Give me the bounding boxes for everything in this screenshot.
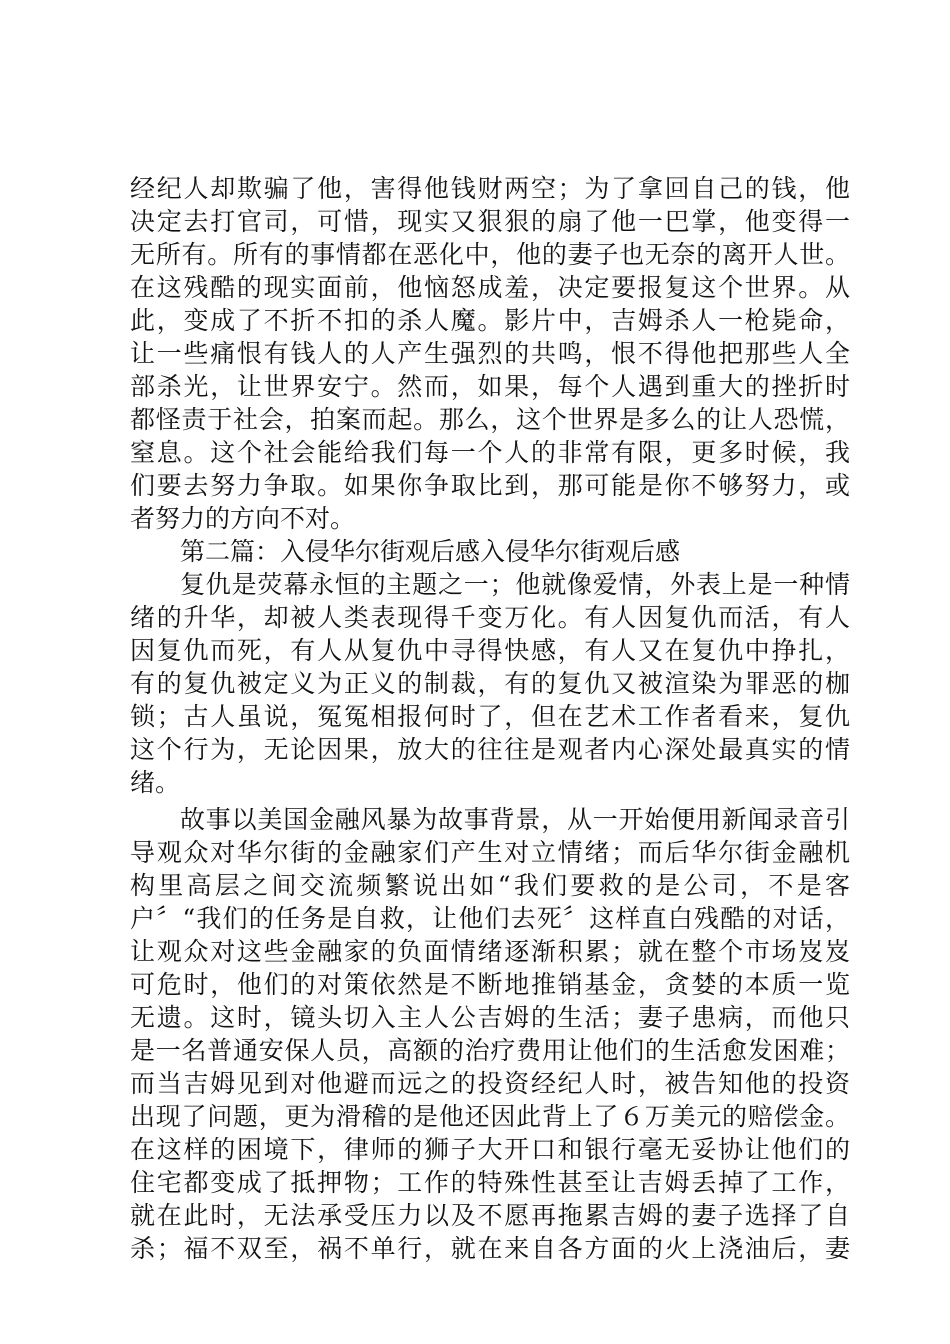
text-line: 因复仇而死，有人从复仇中寻得快感，有人又在复仇中挣扎， [130,636,850,665]
text-line: 都怪责于社会，拍案而起。那么，这个世界是多么的让人恐慌， [130,405,850,434]
text-line: 第二篇：入侵华尔街观后感入侵华尔街观后感 [180,537,681,566]
text-line: 经纪人却欺骗了他，害得他钱财两空；为了拿回自己的钱，他 [130,174,850,203]
text-line: 住宅都变成了抵押物；工作的特殊性甚至让吉姆丢掉了工作， [130,1168,850,1197]
text-line: 在这残酷的现实面前，他恼怒成羞，决定要报复这个世界。从 [130,273,850,302]
text-line: 绪的升华，却被人类表现得千变万化。有人因复仇而活，有人 [130,603,850,632]
text-line: 导观众对华尔街的金融家们产生对立情绪；而后华尔街金融机 [130,838,850,867]
text-line: 构里高层之间交流频繁说出如“我们要救的是公司，不是客 [130,871,850,900]
text-line: 让观众对这些金融家的负面情绪逐渐积累；就在整个市场岌岌 [130,937,850,966]
text-line: 故事以美国金融风暴为故事背景，从一开始便用新闻录音引 [180,805,850,834]
text-line: 部杀光，让世界安宁。然而，如果，每个人遇到重大的挫折时 [130,372,850,401]
text-line: 无所有。所有的事情都在恶化中，他的妻子也无奈的离开人世。 [130,240,850,269]
text-line: 户〞“我们的任务是自救，让他们去死〞这样直白残酷的对话， [130,904,850,933]
text-line: 者努力的方向不对。 [130,504,356,533]
text-line: 而当吉姆见到对他避而远之的投资经纪人时，被告知他的投资 [130,1069,850,1098]
text-line: 就在此时，无法承受压力以及不愿再拖累吉姆的妻子选择了自 [130,1201,850,1230]
text-line: 锁；古人虽说，冤冤相报何时了，但在艺术工作者看来，复仇 [130,702,850,731]
text-line: 可危时，他们的对策依然是不断地推销基金，贪婪的本质一览 [130,970,850,999]
text-line: 让一些痛恨有钱人的人产生强烈的共鸣，恨不得他把那些人全 [130,339,850,368]
text-line: 复仇是荧幕永恒的主题之一；他就像爱情，外表上是一种情 [180,570,850,599]
text-line: 绪。 [130,768,181,797]
text-line: 此，变成了不折不扣的杀人魔。影片中，吉姆杀人一枪毙命， [130,306,850,335]
text-line: 决定去打官司，可惜，现实又狠狠的扇了他一巴掌，他变得一 [130,207,850,236]
text-line: 有的复仇被定义为正义的制裁，有的复仇又被渲染为罪恶的枷 [130,669,850,698]
text-line: 是一名普通安保人员，高额的治疗费用让他们的生活愈发困难； [130,1036,850,1065]
text-line: 在这样的困境下，律师的狮子大开口和银行毫无妥协让他们的 [130,1135,850,1164]
text-line: 窒息。这个社会能给我们每一个人的非常有限，更多时候，我 [130,438,850,467]
text-line: 杀；福不双至，祸不单行，就在来自各方面的火上浇油后，妻 [130,1234,850,1263]
text-line: 无遗。这时，镜头切入主人公吉姆的生活；妻子患病，而他只 [130,1003,850,1032]
text-line: 出现了问题，更为滑稽的是他还因此背上了６万美元的赔偿金。 [130,1102,850,1131]
text-line: 这个行为，无论因果，放大的往往是观者内心深处最真实的情 [130,735,850,764]
document-body [130,172,850,1265]
text-line: 们要去努力争取。如果你争取比到，那可能是你不够努力，或 [130,471,850,500]
